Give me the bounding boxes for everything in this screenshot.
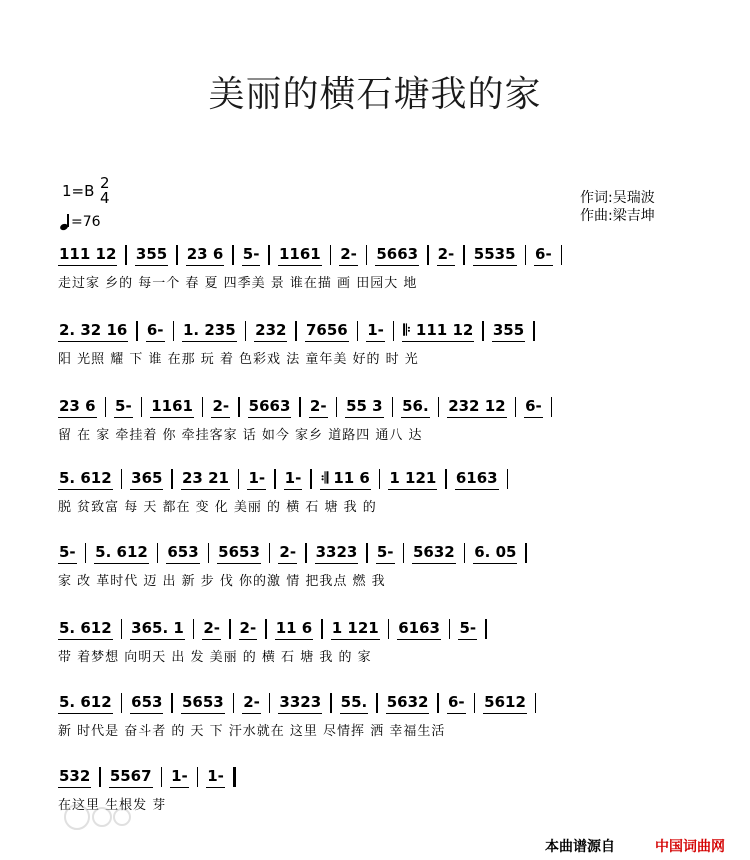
meter-top: 2 [100, 174, 110, 192]
measure: 2- [202, 619, 221, 640]
measure: 7656 [305, 321, 349, 342]
measure: 5. 612 [58, 619, 113, 640]
measure: 𝄆 111 12 [402, 321, 474, 342]
measure: 5- [114, 397, 133, 418]
measure: 11 6 [275, 619, 314, 640]
notation-line [58, 318, 698, 344]
barline [403, 543, 405, 563]
barline [121, 693, 123, 713]
measure: 5632 [412, 543, 456, 564]
measure: 2. 32 16 [58, 321, 128, 342]
measure: 23 6 [58, 397, 97, 418]
barline [388, 619, 390, 639]
barline [197, 767, 199, 787]
notation-line [58, 690, 698, 716]
measure: 5567 [109, 767, 153, 788]
barline [136, 321, 138, 341]
measure: 5- [458, 619, 477, 640]
measure: 653 [130, 693, 163, 714]
barline [533, 321, 535, 341]
barline [99, 767, 101, 787]
measure: 6- [447, 693, 466, 714]
barline [265, 619, 267, 639]
measure: 6. 05 [473, 543, 517, 564]
barline [157, 543, 159, 563]
watermark-icon [62, 800, 132, 834]
barline [299, 397, 301, 417]
measure: 6- [146, 321, 165, 342]
lyrics-line: 留 在 家 牵挂着 你 牵挂客家 话 如今 家乡 道路四 通八 达 [58, 428, 423, 443]
measure: 5632 [386, 693, 430, 714]
measure: 56. [401, 397, 430, 418]
barline [295, 321, 297, 341]
measure: 1. 235 [182, 321, 237, 342]
barline [525, 245, 527, 265]
measure: 1- [170, 767, 189, 788]
song-title: 美丽的横石塘我的家 [208, 74, 542, 115]
measure: 5. 612 [94, 543, 149, 564]
measure: 2- [211, 397, 230, 418]
measure: 1- [247, 469, 266, 490]
barline [463, 245, 465, 265]
measure: 55. [340, 693, 369, 714]
measure: 111 12 [58, 245, 117, 266]
score-row [58, 540, 698, 590]
measure: 3323 [315, 543, 359, 564]
measure: 𝄇 11 6 [320, 469, 371, 490]
measure: 2- [309, 397, 328, 418]
lyrics-line: 阳 光照 耀 下 谁 在那 玩 着 色彩戏 法 童年美 好的 时 光 [58, 352, 419, 367]
measure: 5663 [248, 397, 292, 418]
barline [449, 619, 451, 639]
measure: 2- [339, 245, 358, 266]
notation-line [58, 394, 698, 420]
measure: 5. 612 [58, 469, 113, 490]
measure: 5- [376, 543, 395, 564]
measure: 1- [284, 469, 303, 490]
measure: 6163 [455, 469, 499, 490]
measure: 1 121 [331, 619, 380, 640]
barline [366, 245, 368, 265]
barline [269, 543, 271, 563]
notation-line [58, 616, 698, 642]
barline [176, 245, 178, 265]
barline [105, 397, 107, 417]
barline [376, 693, 378, 713]
score-row [58, 764, 698, 814]
measure: 2- [239, 619, 258, 640]
measure: 6- [534, 245, 553, 266]
measure: 5- [242, 245, 261, 266]
barline [330, 245, 332, 265]
barline [233, 693, 235, 713]
measure: 532 [58, 767, 91, 788]
barline [507, 469, 509, 489]
barline [269, 693, 271, 713]
barline [202, 397, 204, 417]
lyricist: 作词:吴瑞波 [580, 190, 655, 206]
meter-bottom: 4 [100, 189, 110, 207]
barline [193, 619, 195, 639]
tempo-marking [60, 214, 101, 230]
barline [238, 469, 240, 489]
barline [485, 619, 487, 639]
measure: 355 [135, 245, 168, 266]
barline [173, 321, 175, 341]
barline [121, 469, 123, 489]
measure: 2- [278, 543, 297, 564]
footer-source-label: 本曲谱源自 [545, 839, 615, 855]
footer-site-link[interactable]: 中国词曲网 [655, 839, 725, 855]
measure: 5653 [217, 543, 261, 564]
measure: 365 [130, 469, 163, 490]
measure: 23 6 [186, 245, 225, 266]
measure: 55 3 [345, 397, 384, 418]
barline [366, 543, 368, 563]
barline [208, 543, 210, 563]
barline [238, 397, 240, 417]
measure: 232 [254, 321, 287, 342]
barline [125, 245, 127, 265]
notation-line [58, 540, 698, 566]
barline [330, 693, 332, 713]
lyrics-line: 新 时代是 奋斗者 的 天 下 汗水就在 这里 尽情挥 洒 幸福生活 [58, 724, 446, 739]
barline [161, 767, 163, 787]
lyrics-line: 脱 贫致富 每 天 都在 变 化 美丽 的 横 石 塘 我 的 [58, 500, 377, 515]
measure: 6- [524, 397, 543, 418]
barline [171, 469, 173, 489]
measure: 355 [492, 321, 525, 342]
measure: 5. 612 [58, 693, 113, 714]
measure: 232 12 [447, 397, 506, 418]
key-signature: 1=B [62, 182, 95, 200]
time-signature [100, 176, 110, 206]
barline [232, 245, 234, 265]
barline [482, 321, 484, 341]
measure: 5- [58, 543, 77, 564]
barline [445, 469, 447, 489]
barline [438, 397, 440, 417]
measure: 1161 [278, 245, 322, 266]
barline [535, 693, 537, 713]
barline [474, 693, 476, 713]
barline [141, 397, 143, 417]
score-row [58, 616, 698, 666]
notation-line [58, 242, 698, 268]
barline [85, 543, 87, 563]
measure: 5663 [375, 245, 419, 266]
barline [245, 321, 247, 341]
barline [437, 693, 439, 713]
barline [171, 693, 173, 713]
tempo-value: =76 [71, 214, 101, 230]
barline [274, 469, 276, 489]
measure: 1161 [150, 397, 194, 418]
barline [551, 397, 553, 417]
measure: 5612 [483, 693, 527, 714]
barline [233, 767, 236, 787]
barline [229, 619, 231, 639]
credits [580, 189, 655, 225]
barline [525, 543, 527, 563]
measure: 6163 [397, 619, 441, 640]
notation-line [58, 466, 698, 492]
lyrics-line: 走过家 乡的 每一个 春 夏 四季美 景 谁在描 画 田园大 地 [58, 276, 418, 291]
barline [427, 245, 429, 265]
score-row [58, 690, 698, 740]
barline [515, 397, 517, 417]
measure: 2- [437, 245, 456, 266]
composer: 作曲:梁吉坤 [580, 208, 655, 224]
lyrics-line: 在这里 生根发 芽 [58, 798, 167, 813]
measure: 5535 [473, 245, 517, 266]
measure: 1 121 [388, 469, 437, 490]
barline [121, 619, 123, 639]
quarter-note-icon [60, 214, 69, 230]
measure: 1- [206, 767, 225, 788]
barline [305, 543, 307, 563]
barline [321, 619, 323, 639]
measure: 2- [242, 693, 261, 714]
measure: 1- [366, 321, 385, 342]
measure: 5653 [181, 693, 225, 714]
barline [392, 397, 394, 417]
barline [357, 321, 359, 341]
lyrics-line: 带 着梦想 向明天 出 发 美丽 的 横 石 塘 我 的 家 [58, 650, 372, 665]
barline [268, 245, 270, 265]
measure: 653 [166, 543, 199, 564]
score-row [58, 318, 698, 368]
score-row [58, 242, 698, 292]
lyrics-line: 家 改 革时代 迈 出 新 步 伐 你的激 情 把我点 燃 我 [58, 574, 386, 589]
barline [393, 321, 395, 341]
barline [464, 543, 466, 563]
barline [310, 469, 312, 489]
score-row [58, 466, 698, 516]
barline [561, 245, 563, 265]
barline [379, 469, 381, 489]
measure: 23 21 [181, 469, 230, 490]
notation-line [58, 764, 698, 790]
measure: 365. 1 [130, 619, 185, 640]
measure: 3323 [278, 693, 322, 714]
score-row [58, 394, 698, 444]
barline [336, 397, 338, 417]
